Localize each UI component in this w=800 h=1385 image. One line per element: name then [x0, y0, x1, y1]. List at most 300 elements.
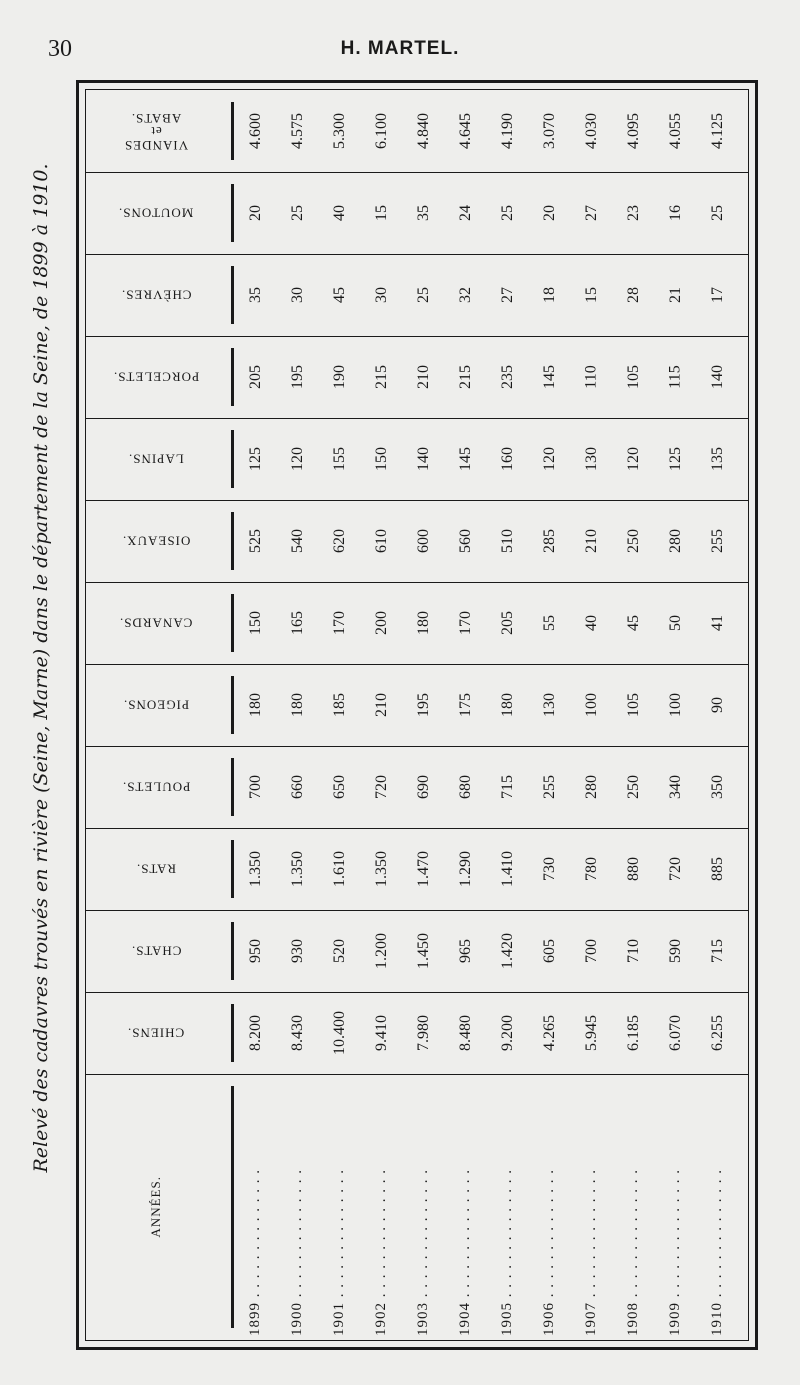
cell-value: 40 — [583, 615, 600, 631]
table-cell — [278, 418, 318, 500]
table-cell — [698, 336, 738, 418]
table-cell — [404, 500, 444, 582]
table-cell — [446, 418, 486, 500]
year-value: 1906 . . . . . . . . . . . . . . — [541, 1169, 557, 1336]
cell-value: 40 — [331, 205, 348, 221]
column-header — [86, 90, 226, 172]
table-cell — [320, 910, 360, 992]
cell-value: 715 — [499, 775, 516, 799]
table-cell — [572, 254, 612, 336]
table-cell — [614, 500, 654, 582]
column-header-label: CHÈVRES. — [120, 287, 192, 303]
table-cell — [446, 172, 486, 254]
cell-value: 170 — [331, 611, 348, 635]
cell-value: 255 — [541, 775, 558, 799]
cell-value: 30 — [289, 287, 306, 303]
table-cell — [320, 582, 360, 664]
cell-value: 17 — [709, 287, 726, 303]
table-cell — [530, 746, 570, 828]
table-cell — [362, 254, 402, 336]
table-cell — [278, 910, 318, 992]
table-cell — [488, 664, 528, 746]
year-value: 1905 . . . . . . . . . . . . . . — [499, 1169, 515, 1336]
cell-value: 1.350 — [373, 851, 390, 887]
cell-value: 4.575 — [289, 113, 306, 149]
column-header-label: PIGEONS. — [122, 697, 190, 713]
cell-value: 9.410 — [373, 1015, 390, 1051]
year-cell — [236, 1074, 276, 1340]
column-header — [86, 172, 226, 254]
table-cell — [446, 336, 486, 418]
column-header-label: PORCELETS. — [112, 369, 200, 385]
cell-value: 155 — [331, 447, 348, 471]
table-cell — [278, 90, 318, 172]
cell-value: 50 — [667, 615, 684, 631]
table-cell — [698, 172, 738, 254]
year-value: 1900 . . . . . . . . . . . . . . — [289, 1169, 305, 1336]
column-header — [86, 746, 226, 828]
table-cell — [320, 418, 360, 500]
header-separator — [231, 512, 234, 570]
column-header — [86, 336, 226, 418]
cell-value: 115 — [667, 365, 684, 389]
cell-value: 6.185 — [625, 1015, 642, 1051]
table-cell — [236, 828, 276, 910]
cell-value: 27 — [499, 287, 516, 303]
table-cell — [698, 90, 738, 172]
table-cell — [614, 828, 654, 910]
year-value: 1908 . . . . . . . . . . . . . . — [625, 1169, 641, 1336]
column-header-label: CANARDS. — [119, 615, 193, 631]
table-cell — [572, 336, 612, 418]
table-cell — [530, 664, 570, 746]
cell-value: 1.350 — [289, 851, 306, 887]
header-separator — [231, 102, 234, 160]
cell-value: 660 — [289, 775, 306, 799]
table-cell — [278, 254, 318, 336]
table-cell — [698, 992, 738, 1074]
table-cell — [362, 90, 402, 172]
cell-value: 195 — [415, 693, 432, 717]
column-header-label: OISEAUX. — [121, 533, 191, 549]
header-separator — [231, 676, 234, 734]
cell-value: 4.840 — [415, 113, 432, 149]
table-cell — [446, 90, 486, 172]
cell-value: 30 — [373, 287, 390, 303]
table-cell — [698, 664, 738, 746]
cell-value: 25 — [709, 205, 726, 221]
table-cell — [656, 254, 696, 336]
table-cell — [362, 828, 402, 910]
cell-value: 165 — [289, 611, 306, 635]
header-separator — [231, 1004, 234, 1062]
table-cell — [362, 910, 402, 992]
cell-value: 1.350 — [247, 851, 264, 887]
cell-value: 5.300 — [331, 113, 348, 149]
year-value: 1904 . . . . . . . . . . . . . . — [457, 1169, 473, 1336]
cell-value: 4.030 — [583, 113, 600, 149]
table-cell — [572, 828, 612, 910]
cell-value: 255 — [709, 529, 726, 553]
cell-value: 41 — [709, 615, 726, 631]
cell-value: 350 — [709, 775, 726, 799]
cell-value: 210 — [415, 365, 432, 389]
cell-value: 150 — [373, 447, 390, 471]
cell-value: 180 — [247, 693, 264, 717]
table-cell — [698, 746, 738, 828]
table-cell — [656, 336, 696, 418]
cell-value: 210 — [373, 693, 390, 717]
cell-value: 3.070 — [541, 113, 558, 149]
year-value: 1907 . . . . . . . . . . . . . . — [583, 1169, 599, 1336]
cell-value: 23 — [625, 205, 642, 221]
cell-value: 100 — [667, 693, 684, 717]
table-cell — [278, 746, 318, 828]
table-cell — [488, 828, 528, 910]
cell-value: 185 — [331, 693, 348, 717]
table-cell — [572, 418, 612, 500]
cell-value: 120 — [289, 447, 306, 471]
cell-value: 180 — [499, 693, 516, 717]
table-cell — [656, 910, 696, 992]
cell-value: 965 — [457, 939, 474, 963]
table-cell — [614, 90, 654, 172]
cell-value: 8.480 — [457, 1015, 474, 1051]
table-cell — [488, 336, 528, 418]
cell-value: 930 — [289, 939, 306, 963]
cell-value: 1.200 — [373, 933, 390, 969]
table-cell — [446, 582, 486, 664]
cell-value: 280 — [583, 775, 600, 799]
table-cell — [530, 90, 570, 172]
cell-value: 4.265 — [541, 1015, 558, 1051]
cell-value: 110 — [583, 365, 600, 389]
table-cell — [404, 664, 444, 746]
table-cell — [656, 828, 696, 910]
column-header — [86, 254, 226, 336]
column-header-label: CHATS. — [130, 943, 182, 959]
table-cell — [572, 500, 612, 582]
cell-value: 9.200 — [499, 1015, 516, 1051]
cell-value: 135 — [709, 447, 726, 471]
cell-value: 35 — [415, 205, 432, 221]
table-cell — [320, 992, 360, 1074]
table-cell — [698, 582, 738, 664]
table-cell — [278, 664, 318, 746]
year-cell — [530, 1074, 570, 1340]
year-cell — [656, 1074, 696, 1340]
cell-value: 125 — [247, 447, 264, 471]
cell-value: 250 — [625, 775, 642, 799]
cell-value: 720 — [373, 775, 390, 799]
cell-value: 7.980 — [415, 1015, 432, 1051]
column-header-label: RATS. — [135, 861, 177, 877]
cell-value: 45 — [625, 615, 642, 631]
cell-value: 27 — [583, 205, 600, 221]
cell-value: 280 — [667, 529, 684, 553]
cell-value: 1.450 — [415, 933, 432, 969]
cell-value: 4.055 — [667, 113, 684, 149]
table-cell — [530, 418, 570, 500]
table-cell — [362, 172, 402, 254]
table-cell — [530, 336, 570, 418]
header-separator — [231, 922, 234, 980]
column-header-label: POULETS. — [121, 779, 191, 795]
table-cell — [446, 664, 486, 746]
cell-value: 215 — [457, 365, 474, 389]
cell-value: 6.255 — [709, 1015, 726, 1051]
table-cell — [362, 582, 402, 664]
table-cell — [530, 172, 570, 254]
cell-value: 25 — [415, 287, 432, 303]
table-cell — [530, 992, 570, 1074]
column-header-label: LAPINS. — [128, 451, 184, 467]
table-cell — [404, 90, 444, 172]
year-cell — [614, 1074, 654, 1340]
cell-value: 1.290 — [457, 851, 474, 887]
table-cell — [446, 992, 486, 1074]
year-cell — [320, 1074, 360, 1340]
table-cell — [614, 254, 654, 336]
year-cell — [488, 1074, 528, 1340]
table-cell — [488, 746, 528, 828]
cell-value: 560 — [457, 529, 474, 553]
table-cell — [362, 746, 402, 828]
cell-value: 340 — [667, 775, 684, 799]
table-cell — [404, 828, 444, 910]
table-cell — [404, 910, 444, 992]
cell-value: 100 — [583, 693, 600, 717]
cell-value: 16 — [667, 205, 684, 221]
cell-value: 120 — [625, 447, 642, 471]
table-cell — [530, 500, 570, 582]
table-cell — [572, 172, 612, 254]
year-cell — [446, 1074, 486, 1340]
table-cell — [404, 418, 444, 500]
cell-value: 130 — [583, 447, 600, 471]
cell-value: 885 — [709, 857, 726, 881]
cell-value: 25 — [499, 205, 516, 221]
table-cell — [656, 582, 696, 664]
cell-value: 180 — [415, 611, 432, 635]
cell-value: 55 — [541, 615, 558, 631]
cell-value: 780 — [583, 857, 600, 881]
cell-value: 6.070 — [667, 1015, 684, 1051]
table-cell — [572, 992, 612, 1074]
table-cell — [236, 500, 276, 582]
cell-value: 250 — [625, 529, 642, 553]
table-cell — [530, 254, 570, 336]
year-cell — [404, 1074, 444, 1340]
table-cell — [614, 746, 654, 828]
cell-value: 1.420 — [499, 933, 516, 969]
year-value: 1910 . . . . . . . . . . . . . . — [709, 1169, 725, 1336]
table-cell — [236, 418, 276, 500]
cell-value: 15 — [583, 287, 600, 303]
table-cell — [488, 910, 528, 992]
table-cell — [614, 582, 654, 664]
table-cell — [656, 90, 696, 172]
cell-value: 880 — [625, 857, 642, 881]
year-cell — [698, 1074, 738, 1340]
cell-value: 1.410 — [499, 851, 516, 887]
header-separator — [231, 184, 234, 242]
cell-value: 590 — [667, 939, 684, 963]
table-caption: Relevé des cadavres trouvés en rivière (Seine, Marne) dans le département de la Seine, de 1899 à 1910. — [30, 163, 52, 1173]
cell-value: 145 — [457, 447, 474, 471]
cell-value: 45 — [331, 287, 348, 303]
column-header-label: MOUTONS. — [118, 205, 194, 221]
header-separator — [231, 348, 234, 406]
table-cell — [614, 172, 654, 254]
table-cell — [320, 254, 360, 336]
table-cell — [488, 90, 528, 172]
table-cell — [236, 992, 276, 1074]
table-cell — [236, 172, 276, 254]
cell-value: 18 — [541, 287, 558, 303]
table-cell — [488, 254, 528, 336]
cell-value: 90 — [709, 697, 726, 713]
table-cell — [656, 418, 696, 500]
table-cell — [320, 90, 360, 172]
cell-value: 140 — [415, 447, 432, 471]
table-cell — [488, 172, 528, 254]
table-cell — [698, 828, 738, 910]
table-cell — [404, 582, 444, 664]
cell-value: 20 — [541, 205, 558, 221]
table-cell — [656, 746, 696, 828]
year-value: 1901 . . . . . . . . . . . . . . — [331, 1169, 347, 1336]
cell-value: 1.610 — [331, 851, 348, 887]
cell-value: 200 — [373, 611, 390, 635]
cell-value: 700 — [583, 939, 600, 963]
table-cell — [698, 254, 738, 336]
cell-value: 215 — [373, 365, 390, 389]
table-cell — [530, 828, 570, 910]
table-cell — [236, 582, 276, 664]
cell-value: 510 — [499, 529, 516, 553]
cell-value: 35 — [247, 287, 264, 303]
year-value: 1903 . . . . . . . . . . . . . . — [415, 1169, 431, 1336]
table-cell — [362, 992, 402, 1074]
column-header — [86, 582, 226, 664]
table-cell — [362, 500, 402, 582]
year-header-label: ANNÉES. — [148, 1176, 164, 1238]
cell-value: 28 — [625, 287, 642, 303]
cell-value: 210 — [583, 529, 600, 553]
table-cell — [572, 90, 612, 172]
cell-value: 4.125 — [709, 113, 726, 149]
header-separator — [231, 758, 234, 816]
column-header-label: VIANDES et ABATS. — [123, 110, 189, 153]
cell-value: 720 — [667, 857, 684, 881]
cell-value: 170 — [457, 611, 474, 635]
table-cell — [698, 910, 738, 992]
table-cell — [530, 910, 570, 992]
cell-value: 6.100 — [373, 113, 390, 149]
table-cell — [362, 664, 402, 746]
cell-value: 715 — [709, 939, 726, 963]
running-head: H. MARTEL. — [340, 38, 460, 59]
cell-value: 180 — [289, 693, 306, 717]
cell-value: 950 — [247, 939, 264, 963]
cell-value: 4.095 — [625, 113, 642, 149]
cell-value: 145 — [541, 365, 558, 389]
table-cell — [572, 582, 612, 664]
cell-value: 690 — [415, 775, 432, 799]
cell-value: 520 — [331, 939, 348, 963]
cell-value: 32 — [457, 287, 474, 303]
table-cell — [614, 418, 654, 500]
table-cell — [320, 746, 360, 828]
table-cell — [446, 828, 486, 910]
cell-value: 24 — [457, 205, 474, 221]
column-header — [86, 992, 226, 1074]
table-body — [86, 90, 748, 1340]
cell-value: 600 — [415, 529, 432, 553]
cell-value: 195 — [289, 365, 306, 389]
year-value: 1902 . . . . . . . . . . . . . . — [373, 1169, 389, 1336]
header-separator — [231, 1086, 234, 1328]
data-table — [76, 80, 758, 1350]
cell-value: 105 — [625, 693, 642, 717]
cell-value: 5.945 — [583, 1015, 600, 1051]
header-separator — [231, 430, 234, 488]
year-value: 1909 . . . . . . . . . . . . . . — [667, 1169, 683, 1336]
cell-value: 175 — [457, 693, 474, 717]
table-cell — [656, 992, 696, 1074]
table-cell — [236, 336, 276, 418]
table-cell — [320, 828, 360, 910]
column-header — [86, 910, 226, 992]
cell-value: 150 — [247, 611, 264, 635]
cell-value: 20 — [247, 205, 264, 221]
cell-value: 4.600 — [247, 113, 264, 149]
cell-value: 525 — [247, 529, 264, 553]
cell-value: 10.400 — [331, 1011, 348, 1055]
table-cell — [572, 664, 612, 746]
cell-value: 700 — [247, 775, 264, 799]
table-cell — [236, 746, 276, 828]
table-cell — [278, 336, 318, 418]
table-cell — [446, 254, 486, 336]
cell-value: 8.200 — [247, 1015, 264, 1051]
cell-value: 15 — [373, 205, 390, 221]
year-cell — [572, 1074, 612, 1340]
cell-value: 285 — [541, 529, 558, 553]
year-column-header — [86, 1074, 226, 1340]
cell-value: 160 — [499, 447, 516, 471]
cell-value: 605 — [541, 939, 558, 963]
year-cell — [278, 1074, 318, 1340]
table-cell — [446, 500, 486, 582]
table-cell — [698, 500, 738, 582]
cell-value: 125 — [667, 447, 684, 471]
table-cell — [614, 664, 654, 746]
table-cell — [614, 992, 654, 1074]
table-cell — [404, 254, 444, 336]
table-cell — [404, 336, 444, 418]
table-cell — [278, 992, 318, 1074]
table-cell — [488, 992, 528, 1074]
column-header — [86, 664, 226, 746]
table-cell — [614, 910, 654, 992]
header-separator — [231, 266, 234, 324]
table-cell — [362, 418, 402, 500]
page-number: 30 — [48, 36, 72, 62]
cell-value: 120 — [541, 447, 558, 471]
table-cell — [320, 664, 360, 746]
